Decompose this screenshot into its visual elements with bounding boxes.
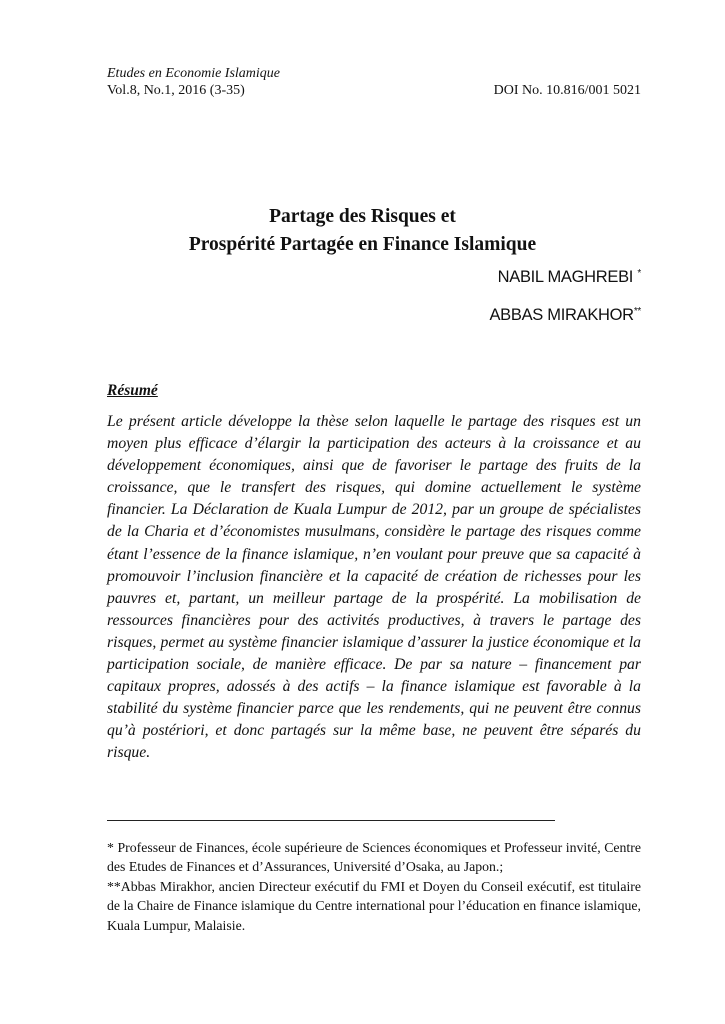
abstract-heading: Résumé — [107, 382, 158, 399]
author-2 — [489, 306, 641, 325]
author-1 — [498, 268, 641, 287]
title-line-2: Prospérité Partagée en Finance Islamique — [188, 234, 537, 255]
title-line-1: Partage des Risques et — [269, 206, 456, 227]
footnote-divider — [107, 820, 555, 821]
article-title — [0, 203, 725, 259]
journal-header — [107, 65, 641, 99]
journal-doi: DOI No. 10.816/001 5021 — [493, 83, 641, 98]
abstract-body: Le présent article développe la thèse selon laquelle le partage des risques est un moyen plus efficace d’élargir la participation des acteurs à la croissance et au développement économiques, ainsi que de favoriser le partage des fruits de la croissance, que le transfert des risques, qui domine actuellement le système financier. La Déclaration de Kuala Lumpur de 2012, par un groupe de spécialistes de la Charia et d’économistes musulmans, considère le partage des risques comme étant l’essence de la finance islamique, n’en voulant pour preuve que sa capacité à promouvoir l’inclusion financière et la capacité de création de richesses pour les pauvres et, partant, un meilleur partage de la prospérité. La mobilisation de ressources financières pour des activités productives, à travers le partage des risques, permet au système financier islamique d’assurer la justice économique et la participation sociale, de manière efficace. De par sa nature – financement par capitaux propres, adossés à des actifs – la finance islamique est favorable à la stabilité du système financier parce que les rendements, qui ne peuvent être connus qu’à postériori, et donc partagés sur la même base, ne peuvent être séparés du risque. — [107, 413, 641, 762]
author-2-name: ABBAS MIRAKHOR — [489, 306, 634, 324]
author-1-footnote-mark: * — [637, 268, 641, 279]
footnote-2: **Abbas Mirakhor, ancien Directeur exécutif du FMI et Doyen du Conseil exécutif, est titulaire de la Chaire de Finance islamique du Centre international pour l’éducation en finance islamique, Kuala Lumpur, Malaisie. — [107, 878, 641, 933]
footnotes — [107, 838, 641, 935]
journal-name: Etudes en Economie Islamique — [107, 66, 281, 81]
author-1-name: NABIL MAGHREBI — [497, 268, 634, 286]
journal-volume: Vol.8, No.1, 2016 (3-35) — [107, 83, 245, 98]
journal-meta-row — [107, 82, 641, 99]
footnote-1: * Professeur de Finances, école supérieure de Sciences économiques et Professeur invité, Centre des Etudes de Finances et d’Assurances, Université d’Osaka, au Japon.; — [107, 840, 641, 875]
author-2-footnote-mark: ** — [633, 306, 641, 317]
